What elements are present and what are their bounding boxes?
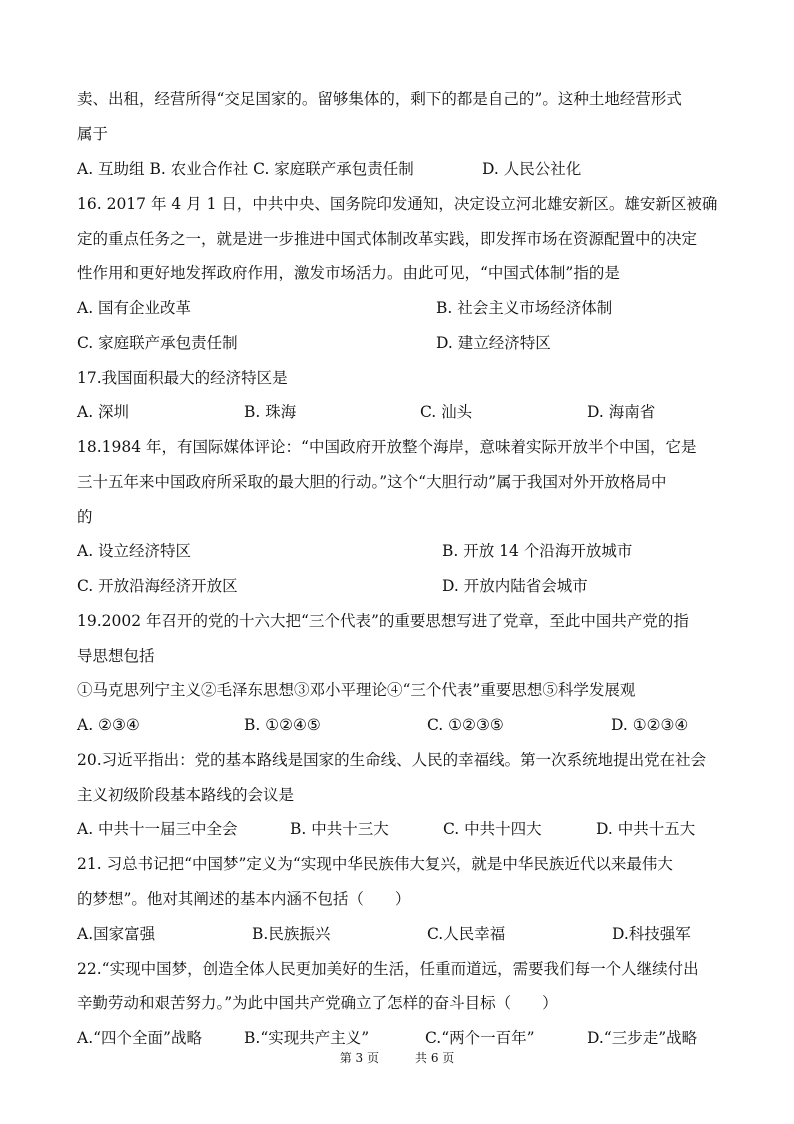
q22-text-line2: 辛勤劳动和艰苦努力。”为此中国共产党确立了怎样的奋斗目标（ ） [77, 994, 558, 1012]
q21-text-line2: 的梦想”。他对其阐述的基本内涵不包括（ ） [77, 890, 411, 908]
q17-option-a: A. 深圳 [77, 403, 130, 421]
q18-option-a: A. 设立经济特区 [77, 542, 192, 560]
q19-option-b: B. ①②④⑤ [244, 716, 321, 734]
q20-option-d: D. 中共十五大 [596, 820, 696, 838]
q15-text-line1: 卖、出租，经营所得“交足国家的。留够集体的，剩下的都是自己的”。这种土地经营形式 [77, 90, 682, 108]
q17-option-d: D. 海南省 [587, 403, 656, 421]
q22-option-c: C.“两个一百年” [425, 1029, 535, 1047]
q20-option-b: B. 中共十三大 [290, 820, 389, 838]
q15-text-line2: 属于 [77, 125, 109, 143]
q15-option-abc: A. 互助组 B. 农业合作社 C. 家庭联产承包责任制 [77, 160, 414, 178]
q19-statement-list: ①马克思列宁主义②毛泽东思想③邓小平理论④“三个代表”重要思想⑤科学发展观 [77, 681, 636, 699]
q17-text-line1: 17.我国面积最大的经济特区是 [77, 369, 288, 387]
q17-option-b: B. 珠海 [244, 403, 297, 421]
q21-option-b: B.民族振兴 [252, 925, 331, 943]
page-number: 第 3 页 [339, 1051, 379, 1065]
q16-option-b: B. 社会主义市场经济体制 [436, 299, 613, 317]
q17-option-c: C. 汕头 [420, 403, 473, 421]
q16-option-a: A. 国有企业改革 [77, 299, 192, 317]
page-total: 共 6 页 [415, 1051, 455, 1065]
q19-option-d: D. ①②③④ [611, 716, 689, 734]
q18-text-line2: 三十五年来中国政府所采取的最大胆的行动。”这个“大胆行动”属于我国对外开放格局中 [77, 473, 667, 491]
q22-text-line1: 22.“实现中国梦，创造全体人民更加美好的生活，任重而道远，需要我们每一个人继续付出 [77, 960, 699, 978]
q18-text-line3: 的 [77, 508, 93, 526]
q22-option-a: A.“四个全面”战略 [77, 1029, 202, 1047]
page-footer [0, 1050, 794, 1066]
q20-option-c: C. 中共十四大 [443, 820, 542, 838]
q18-option-b: B. 开放 14 个沿海开放城市 [442, 542, 633, 560]
q21-option-c: C.人民幸福 [427, 925, 506, 943]
q18-option-d: D. 开放内陆省会城市 [442, 577, 588, 595]
q21-option-d: D.科技强军 [612, 925, 691, 943]
q22-option-b: B.“实现共产主义” [244, 1029, 370, 1047]
q19-option-c: C. ①②③⑤ [427, 716, 504, 734]
q20-text-line1: 20.习近平指出：党的基本路线是国家的生命线、人民的幸福线。第一次系统地提出党在社会 [77, 751, 707, 769]
q16-text-line1: 16. 2017 年 4 月 1 日，中共中央、国务院印发通知，决定设立河北雄安新区。雄安新区被确 [77, 195, 718, 213]
q21-option-a: A.国家富强 [77, 925, 156, 943]
q19-text-line2: 导思想包括 [77, 647, 155, 665]
q15-option-d: D. 人民公社化 [482, 160, 582, 178]
q20-option-a: A. 中共十一届三中全会 [77, 820, 238, 838]
q18-option-c: C. 开放沿海经济开放区 [77, 577, 238, 595]
q16-text-line3: 性作用和更好地发挥政府作用，激发市场活力。由此可见，“中国式体制”指的是 [77, 264, 620, 282]
q22-option-d: D.“三步走”战略 [587, 1029, 698, 1047]
q18-text-line1: 18.1984 年，有国际媒体评论：“中国政府开放整个海岸，意味着实际开放半个中国，它是 [77, 438, 697, 456]
q21-text-line1: 21. 习总书记把“中国梦”定义为“实现中华民族伟大复兴，就是中华民族近代以来最伟大 [77, 855, 673, 873]
q20-text-line2: 主义初级阶段基本路线的会议是 [77, 786, 295, 804]
q16-option-d: D. 建立经济特区 [436, 334, 551, 352]
q16-option-c: C. 家庭联产承包责任制 [77, 334, 238, 352]
q19-text-line1: 19.2002 年召开的党的十六大把“三个代表”的重要思想写进了党章，至此中国共产党的指 [77, 612, 689, 630]
q16-text-line2: 定的重点任务之一，就是进一步推进中国式体制改革实践，即发挥市场在资源配置中的决定 [77, 230, 698, 248]
q19-option-a: A. ②③④ [77, 716, 140, 734]
